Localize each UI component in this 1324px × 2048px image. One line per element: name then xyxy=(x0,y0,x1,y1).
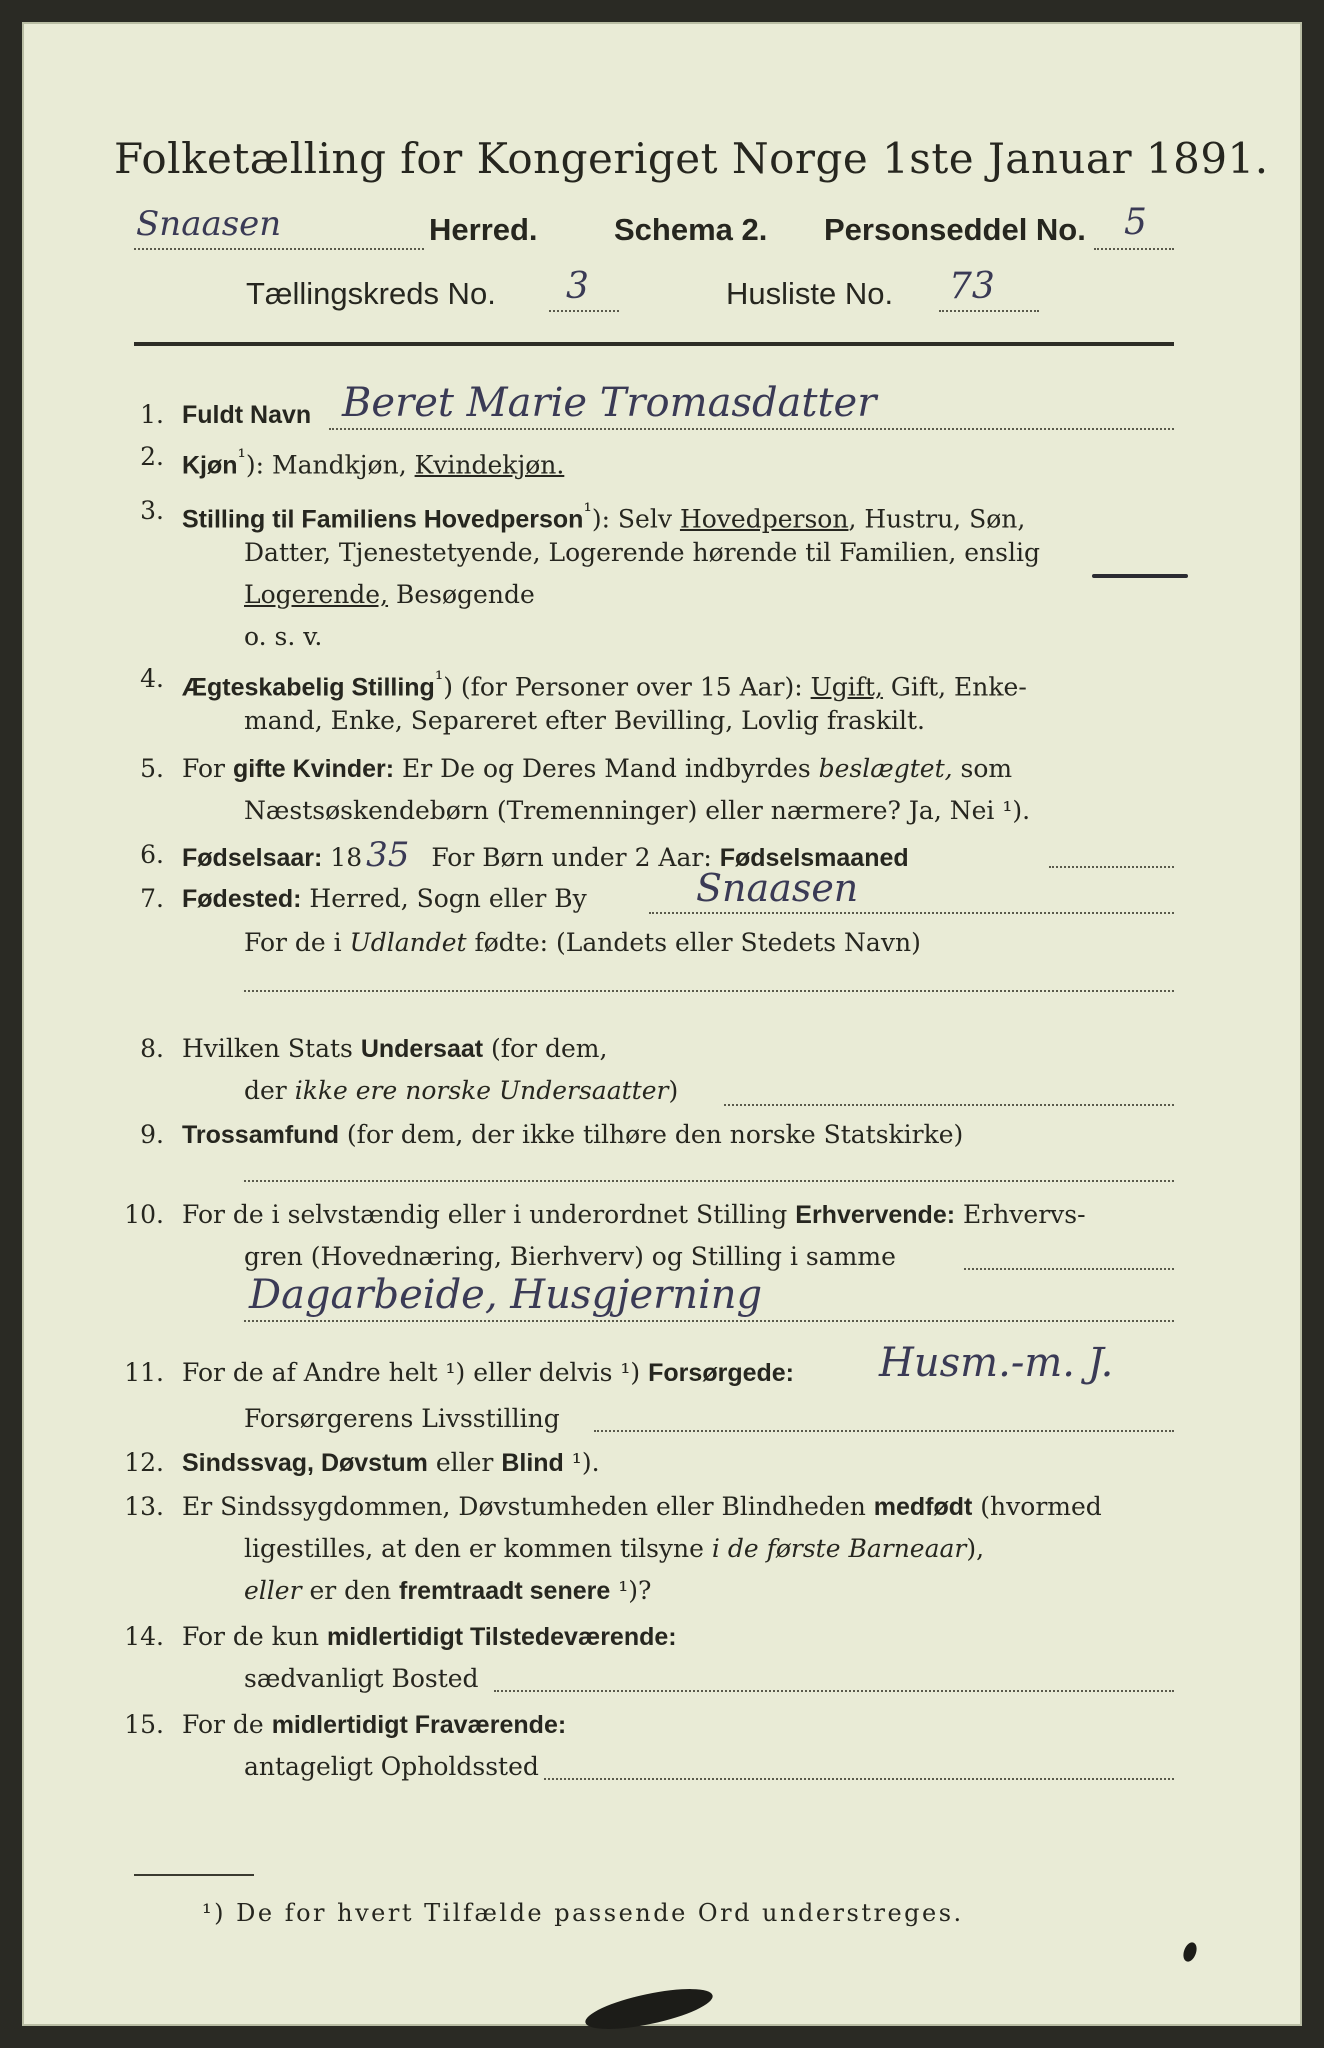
q10-dotline2 xyxy=(244,1320,1174,1322)
q13-line2 xyxy=(244,1534,984,1564)
kreds-label: Tællingskreds No. xyxy=(246,276,496,311)
q5-num: 5. xyxy=(140,754,164,783)
q6-text-a: 18 xyxy=(322,843,363,872)
q1-answer: Beret Marie Tromasdatter xyxy=(342,380,877,426)
q4-num: 4. xyxy=(140,664,164,693)
q2-text: ): Mandkjøn, xyxy=(245,450,415,480)
q7-dotline xyxy=(649,912,1174,914)
q3-line4: o. s. v. xyxy=(244,622,323,651)
q3-underlined-b: Logerende, xyxy=(244,580,389,609)
q14-label: midlertidigt Tilstedeværende: xyxy=(326,1623,677,1651)
footnote-rule xyxy=(134,1874,254,1876)
husliste-label: Husliste No. xyxy=(726,276,894,311)
husliste-no: 73 xyxy=(949,266,995,307)
q13-line2-ital: i de første Barneaar xyxy=(711,1534,967,1563)
q3-label: Stilling til Familiens Hovedperson xyxy=(182,505,584,534)
q10-line2: gren (Hovednæring, Bierhverv) og Stilling i samme xyxy=(244,1242,896,1271)
form-title: Folketælling for Kongeriget Norge 1ste Januar 1891. xyxy=(114,134,1269,183)
q13-num: 13. xyxy=(124,1492,164,1521)
q15-row xyxy=(182,1710,566,1740)
q12-label-b: Blind xyxy=(501,1449,564,1477)
q8-line2-b: ) xyxy=(668,1076,679,1105)
q7-text-a: Herred, Sogn eller By xyxy=(301,884,587,913)
q7-answer: Snaasen xyxy=(696,866,859,910)
q9-label: Trossamfund xyxy=(182,1121,339,1149)
q1-dotline xyxy=(329,428,1174,430)
q7-line2-b: fødte: (Landets eller Stedets Navn) xyxy=(466,928,921,957)
q10-num: 10. xyxy=(124,1200,164,1229)
q5-text-c: som xyxy=(952,754,1013,783)
q3-row xyxy=(182,496,1025,534)
q10-dotline xyxy=(964,1268,1174,1270)
q12-row xyxy=(182,1448,600,1478)
census-form xyxy=(22,22,1302,2026)
personseddel-dotline xyxy=(1094,248,1174,250)
q13-line2-b: ), xyxy=(966,1534,985,1563)
q1-row xyxy=(182,400,311,430)
q2-row xyxy=(182,442,564,480)
q8-label: Undersaat xyxy=(360,1035,484,1063)
q11-dotline xyxy=(594,1430,1174,1432)
q8-dotline xyxy=(724,1104,1174,1106)
q13-line2-a: ligestilles, at den er kommen tilsyne xyxy=(244,1534,712,1563)
q7-dotline2 xyxy=(244,990,1174,992)
q3-line3 xyxy=(244,580,535,610)
schema-label: Schema 2. xyxy=(614,212,768,247)
kreds-dotline xyxy=(549,310,619,312)
q3-text-b: , Hustru, Søn, xyxy=(848,504,1026,534)
q11-text-a: For de af Andre helt ¹) eller delvis ¹) xyxy=(182,1358,649,1387)
q12-text-b: ¹). xyxy=(563,1448,600,1477)
q15-label: midlertidigt Fraværende: xyxy=(271,1711,567,1739)
q14-row xyxy=(182,1622,677,1652)
q4-label: Ægteskabelig Stilling xyxy=(182,673,435,702)
q15-dotline xyxy=(544,1778,1174,1780)
personseddel-label: Personseddel No. xyxy=(824,212,1086,247)
q14-num: 14. xyxy=(124,1622,164,1651)
q1-label: Fuldt Navn xyxy=(182,401,312,429)
q12-label: Sindssvag, Døvstum xyxy=(182,1449,428,1477)
q2-num: 2. xyxy=(140,442,164,471)
q5-ital: beslægtet, xyxy=(818,754,953,783)
q9-row xyxy=(182,1120,963,1150)
q7-row xyxy=(182,884,587,914)
q6-label: Fødselsaar: xyxy=(182,844,323,872)
q5-text-a: For xyxy=(182,754,233,783)
q6-num: 6. xyxy=(140,840,164,869)
q13-text-b: (hvormed xyxy=(972,1492,1102,1521)
q6-answer: 35 xyxy=(366,835,410,875)
q2-underlined: Kvindekjøn. xyxy=(414,450,565,480)
q13-line3-label: fremtraadt senere xyxy=(399,1577,611,1605)
q2-label: Kjøn xyxy=(182,451,238,480)
q6-label-b: Fødselsmaaned xyxy=(719,844,909,872)
q11-line2: Forsørgerens Livsstilling xyxy=(244,1404,560,1433)
q6-text-b: For Børn under 2 Aar: xyxy=(423,843,720,872)
q4-line2: mand, Enke, Separeret efter Bevilling, Lovlig fraskilt. xyxy=(244,706,925,735)
q7-line2-ital: Udlandet xyxy=(349,928,467,957)
q4-row xyxy=(182,664,1027,702)
q6-dotline xyxy=(1049,866,1174,868)
q7-line2-a: For de i xyxy=(244,928,350,957)
q8-line2-ital: ikke ere norske Undersaatter xyxy=(294,1076,669,1105)
q3-text-a: ): Selv xyxy=(591,504,680,534)
q8-text-a: Hvilken Stats xyxy=(182,1034,361,1063)
q4-text-a: ) (for Personer over 15 Aar): xyxy=(443,672,811,702)
q5-line2: Næstsøskendebørn (Tremenninger) eller nærmere? Ja, Nei ¹). xyxy=(244,796,1031,825)
q4-sup: ¹ xyxy=(434,667,444,691)
q4-text-b: Gift, Enke- xyxy=(882,672,1027,702)
q7-label: Fødested: xyxy=(182,885,302,913)
q4-underlined: Ugift, xyxy=(810,672,883,702)
q1-num: 1. xyxy=(140,400,164,429)
q9-num: 9. xyxy=(140,1120,164,1149)
q5-label: gifte Kvinder: xyxy=(232,755,395,783)
q12-num: 12. xyxy=(124,1448,164,1477)
q13-row xyxy=(182,1492,1102,1522)
kreds-no: 3 xyxy=(566,266,589,307)
q11-row xyxy=(182,1358,794,1388)
herred-name: Snaasen xyxy=(136,204,282,244)
q8-row xyxy=(182,1034,607,1064)
q14-line2: sædvanligt Bosted xyxy=(244,1664,479,1693)
ink-mark xyxy=(1181,1941,1199,1964)
q3-sup: ¹ xyxy=(583,499,592,523)
husliste-dotline xyxy=(939,310,1039,312)
q5-row xyxy=(182,754,1012,784)
q11-label: Forsørgede: xyxy=(648,1359,794,1387)
q5-text-b: Er De og Deres Mand indbyrdes xyxy=(394,754,819,783)
q3-num: 3. xyxy=(140,496,164,525)
q10-text-a: For de i selvstændig eller i underordnet Stilling xyxy=(182,1200,796,1229)
q11-answer: Husm.-m. J. xyxy=(879,1340,1114,1386)
personseddel-no: 5 xyxy=(1124,202,1147,243)
q7-line2 xyxy=(244,928,921,958)
q8-num: 8. xyxy=(140,1034,164,1063)
q11-num: 11. xyxy=(124,1358,164,1387)
q8-text-b: (for dem, xyxy=(483,1034,608,1063)
q10-text-b: Erhvervs- xyxy=(955,1200,1086,1229)
q3-line2: Datter, Tjenestetyende, Logerende hørende til Familien, enslig xyxy=(244,538,1041,567)
q13-line3-a: er den xyxy=(301,1576,400,1605)
q14-dotline xyxy=(494,1690,1174,1692)
q13-line3 xyxy=(244,1576,651,1606)
q10-label: Erhvervende: xyxy=(795,1201,956,1229)
q9-text: (for dem, der ikke tilhøre den norske Statskirke) xyxy=(338,1120,964,1149)
q13-text-a: Er Sindssygdommen, Døvstumheden eller Blindheden xyxy=(182,1492,874,1521)
q12-text-a: eller xyxy=(427,1448,502,1477)
q13-line3-ital: eller xyxy=(244,1576,302,1605)
q15-num: 15. xyxy=(124,1710,164,1739)
q14-text-a: For de kun xyxy=(182,1622,327,1651)
q2-sup: ¹ xyxy=(237,445,246,469)
q10-row xyxy=(182,1200,1086,1230)
header-rule xyxy=(134,342,1174,346)
q8-line2 xyxy=(244,1076,678,1106)
q7-num: 7. xyxy=(140,884,164,913)
ink-blot xyxy=(582,1981,715,2037)
herred-label: Herred. xyxy=(429,212,538,247)
q3-underlined-a: Hovedperson xyxy=(679,504,849,534)
q3-line3-rest: Besøgende xyxy=(388,580,535,609)
herred-dotline xyxy=(134,248,424,250)
q8-line2-a: der xyxy=(244,1076,295,1105)
q9-dotline xyxy=(244,1180,1174,1182)
q15-text-a: For de xyxy=(182,1710,272,1739)
footnote: ¹) De for hvert Tilfælde passende Ord understreges. xyxy=(202,1899,964,1927)
q10-answer: Dagarbeide, Husgjerning xyxy=(249,1272,763,1318)
q13-label: medfødt xyxy=(873,1493,973,1521)
q13-line3-b: ¹)? xyxy=(610,1576,652,1605)
q15-line2: antageligt Opholdssted xyxy=(244,1752,539,1781)
q3-pen-underline xyxy=(1092,574,1188,578)
